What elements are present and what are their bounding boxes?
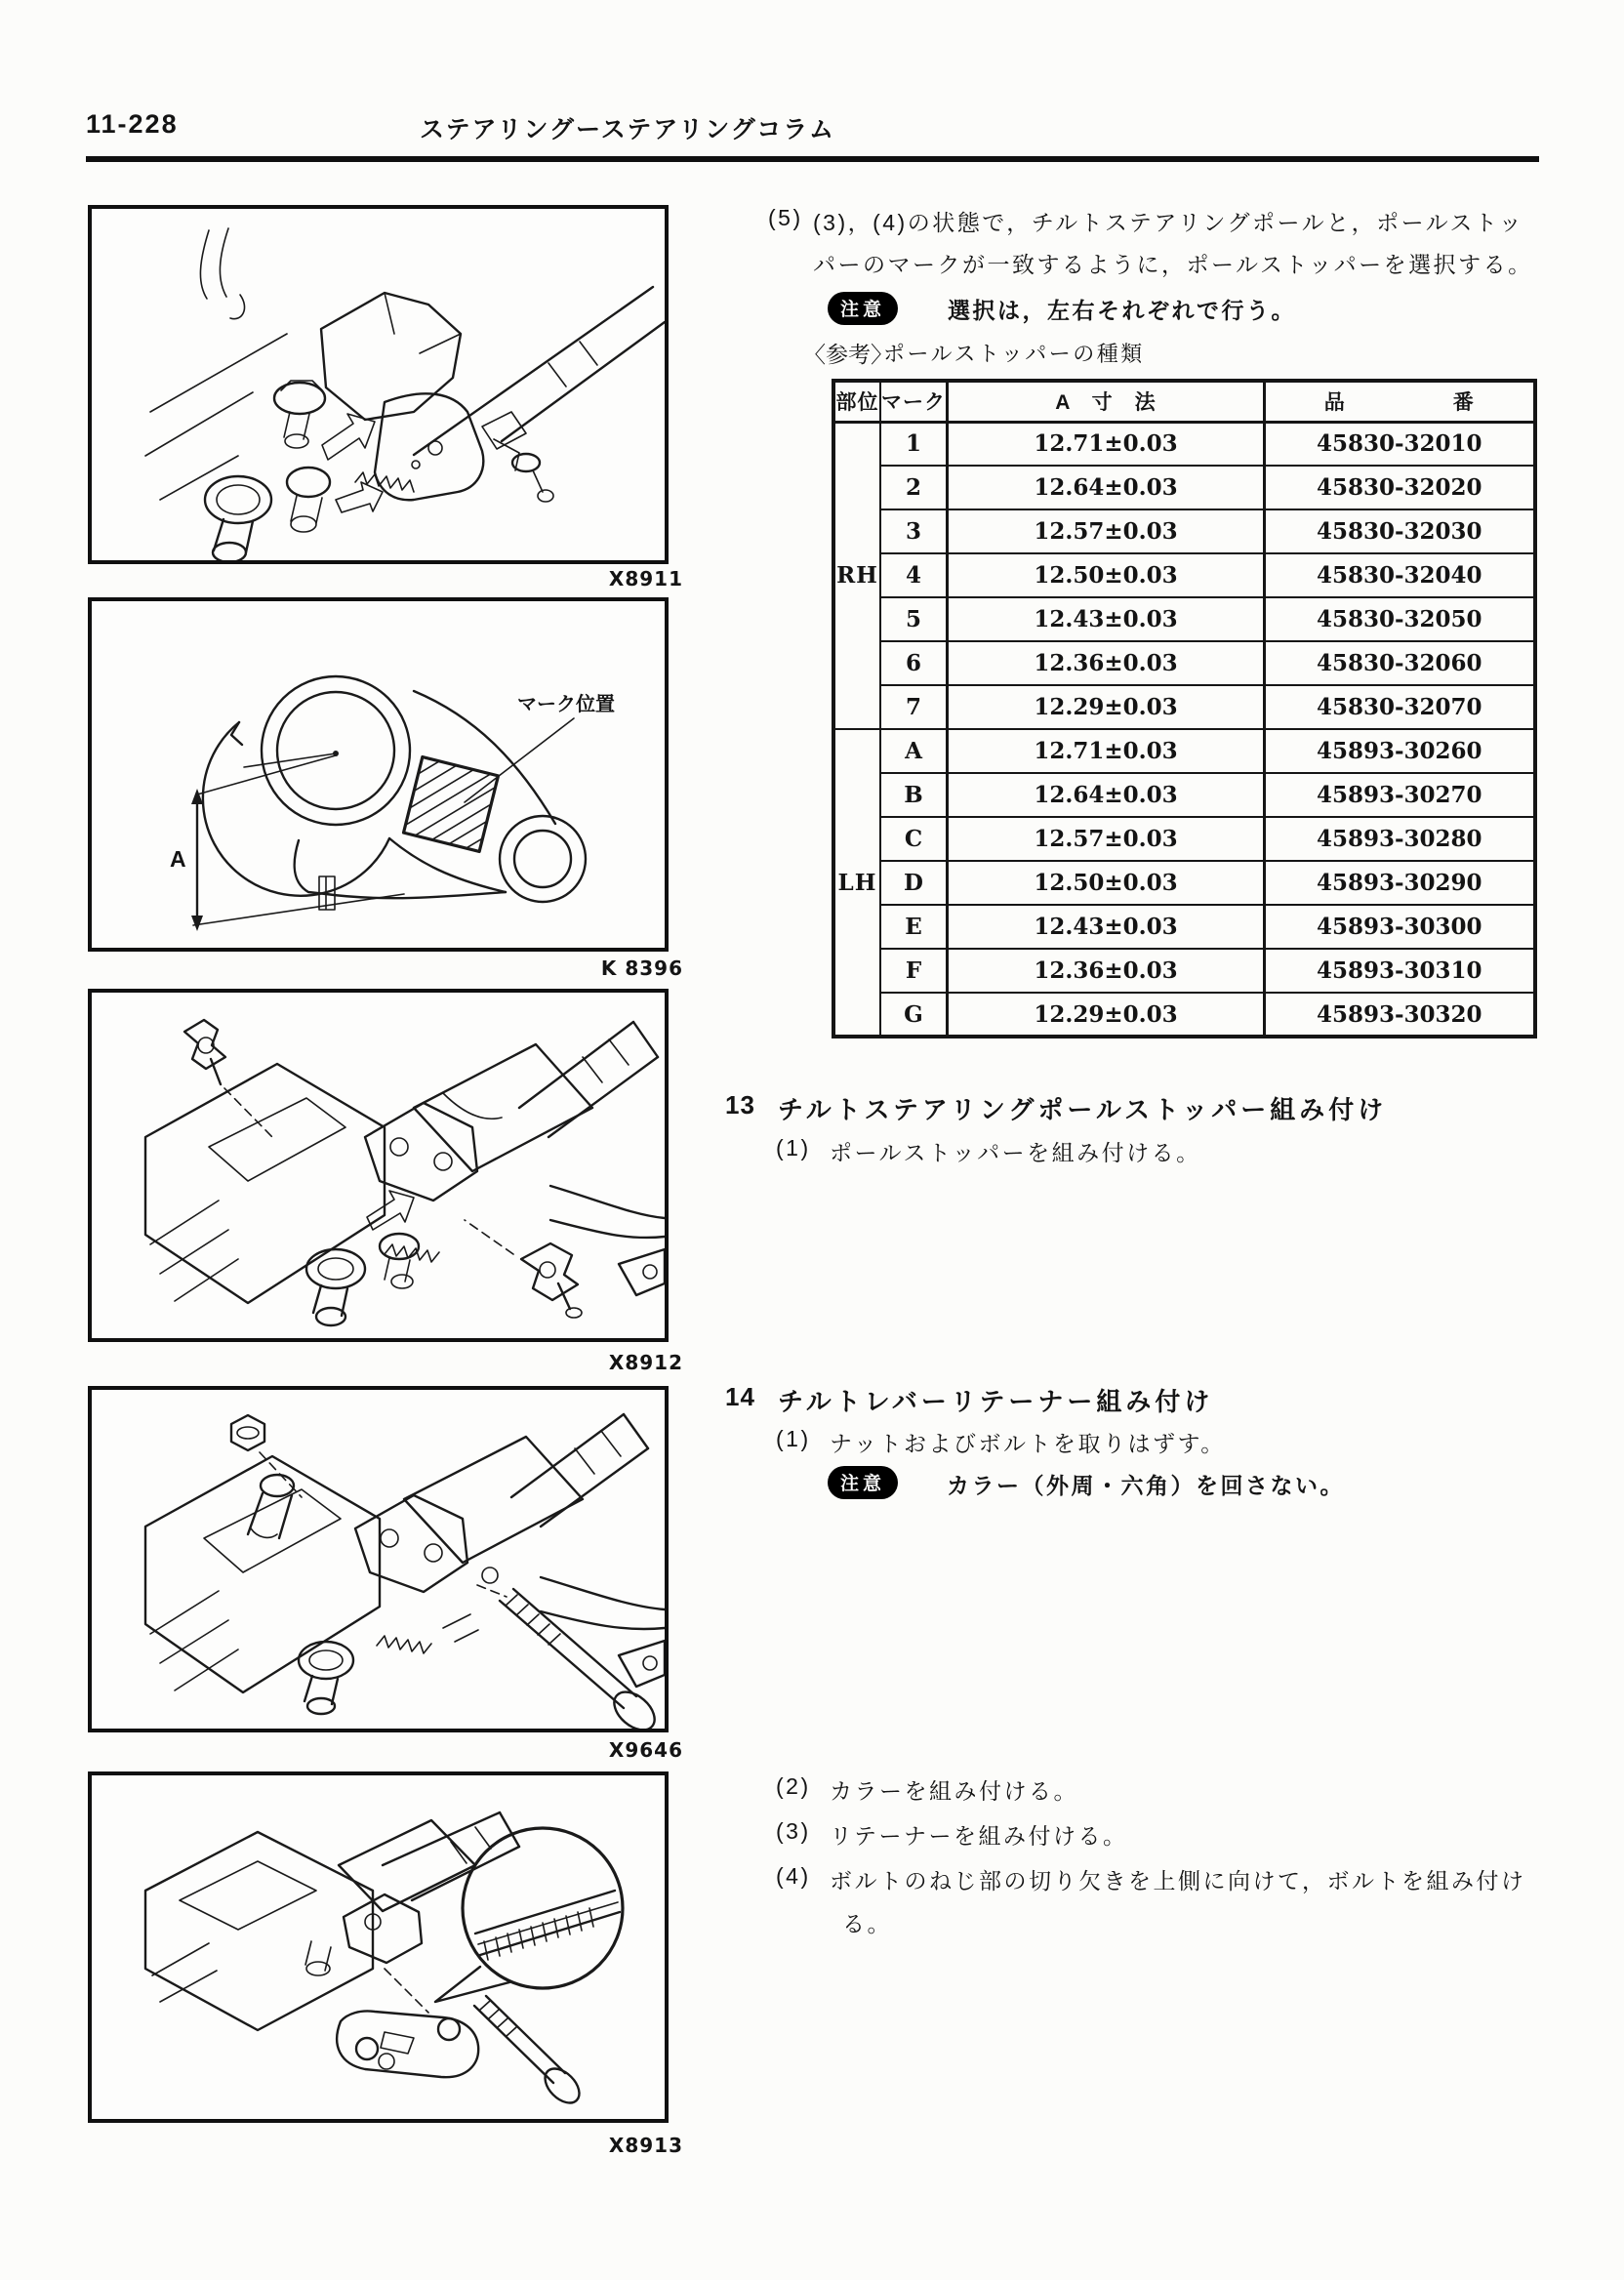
- caution-badge: 注意: [828, 1466, 898, 1499]
- section-14-title: チルトレバーリテーナー組み付け: [778, 1387, 1214, 1416]
- cell-mark: 6: [880, 641, 948, 685]
- table-row: [833, 685, 1535, 729]
- reference-label: 〈参考〉: [803, 342, 893, 367]
- table-row: [833, 466, 1535, 509]
- figure-lever-retainer-bolt: [88, 1386, 669, 1732]
- cell-dimension: 12.43±0.03: [948, 597, 1265, 641]
- cell-mark: 1: [880, 422, 948, 466]
- section-14-step-1-text: ナットおよびボルトを取りはずす。: [830, 1431, 1226, 1456]
- cell-mark: G: [880, 993, 948, 1037]
- caution-text: カラー（外周・六角）を回さない。: [947, 1473, 1345, 1498]
- section-14-step-4-number: (4): [776, 1863, 811, 1889]
- cell-mark: F: [880, 949, 948, 993]
- figure-1-code: X8911: [608, 567, 683, 590]
- section-14-step-2-text: カラーを組み付ける。: [830, 1778, 1078, 1804]
- table-row: [833, 509, 1535, 553]
- table-row: [833, 861, 1535, 905]
- figure-1-drawing: [92, 209, 665, 560]
- page-number: 11-228: [86, 109, 179, 139]
- figure-3-drawing: [92, 993, 665, 1338]
- cell-dimension: 12.57±0.03: [948, 817, 1265, 861]
- group-label-rh: RH: [833, 422, 880, 729]
- cell-mark: 7: [880, 685, 948, 729]
- cell-part-number: 45893-30300: [1265, 905, 1535, 949]
- table-row: [833, 641, 1535, 685]
- mark-position-label: マーク位置: [517, 694, 615, 715]
- table-row: [833, 553, 1535, 597]
- table-row: [833, 773, 1535, 817]
- cell-dimension: 12.29±0.03: [948, 685, 1265, 729]
- table-row: [833, 597, 1535, 641]
- figure-2-drawing: [92, 601, 665, 948]
- cell-mark: A: [880, 729, 948, 773]
- caution-badge: 注意: [828, 292, 898, 325]
- section-13-number: 13: [725, 1090, 755, 1120]
- cell-part-number: 45830-32070: [1265, 685, 1535, 729]
- cell-dimension: 12.64±0.03: [948, 466, 1265, 509]
- table-header-row: [833, 381, 1535, 422]
- cell-part-number: 45893-30280: [1265, 817, 1535, 861]
- reference-text: ポールストッパーの種類: [883, 342, 1145, 366]
- figure-5-drawing: [92, 1775, 665, 2119]
- cell-mark: 2: [880, 466, 948, 509]
- cell-part-number: 45893-30290: [1265, 861, 1535, 905]
- cell-dimension: 12.57±0.03: [948, 509, 1265, 553]
- table-row: [833, 729, 1535, 773]
- section-13-step-1-number: (1): [776, 1135, 811, 1160]
- figure-retainer-bolt-install: [88, 1771, 669, 2123]
- cell-part-number: 45830-32040: [1265, 553, 1535, 597]
- figure-tilt-steering-pawl: [88, 205, 669, 564]
- section-14-step-3-number: (3): [776, 1818, 811, 1844]
- figure-2-code: K 8396: [600, 957, 683, 980]
- cell-mark: 3: [880, 509, 948, 553]
- figure-3-code: X8912: [608, 1351, 683, 1374]
- table-row: [833, 993, 1535, 1037]
- intro-item-number: (5): [768, 205, 803, 230]
- mark-position-hatched-square: [404, 757, 499, 852]
- dimension-a-label: A: [170, 846, 186, 872]
- cell-part-number: 45830-32020: [1265, 466, 1535, 509]
- page-title: ステアリングーステアリングコラム: [420, 116, 836, 143]
- cell-mark: 4: [880, 553, 948, 597]
- cell-dimension: 12.71±0.03: [948, 729, 1265, 773]
- cell-dimension: 12.43±0.03: [948, 905, 1265, 949]
- caution-text: 選択は，左右それぞれで行う。: [948, 298, 1296, 323]
- section-14-step-1-number: (1): [776, 1426, 811, 1451]
- figure-4-code: X9646: [608, 1738, 683, 1762]
- cell-part-number: 45893-30310: [1265, 949, 1535, 993]
- header-part-number: 品 番: [1265, 381, 1535, 422]
- cell-dimension: 12.29±0.03: [948, 993, 1265, 1037]
- table-row: [833, 817, 1535, 861]
- cell-part-number: 45893-30270: [1265, 773, 1535, 817]
- cell-part-number: 45830-32050: [1265, 597, 1535, 641]
- section-13-title: チルトステアリングポールストッパー組み付け: [778, 1095, 1388, 1124]
- figure-4-drawing: [92, 1390, 665, 1729]
- figure-5-code: X8913: [608, 2134, 683, 2157]
- cell-mark: C: [880, 817, 948, 861]
- intro-line-1: (3)，(4)の状態で，チルトステアリングポールと，ポールストッ: [813, 210, 1524, 235]
- section-14-step-4-line-2: る。: [842, 1911, 892, 1936]
- table-row: [833, 905, 1535, 949]
- cell-part-number: 45893-30260: [1265, 729, 1535, 773]
- header-rule: [86, 156, 1539, 162]
- figure-pawl-stopper-dimension: [88, 597, 669, 952]
- intro-line-2: パーのマークが一致するように，ポールストッパーを選択する。: [813, 252, 1533, 277]
- cell-part-number: 45830-32060: [1265, 641, 1535, 685]
- cell-mark: 5: [880, 597, 948, 641]
- group-label-lh: LH: [833, 729, 880, 1037]
- section-14-step-2-number: (2): [776, 1773, 811, 1799]
- section-13-step-1-text: ポールストッパーを組み付ける。: [830, 1140, 1201, 1165]
- cell-dimension: 12.50±0.03: [948, 553, 1265, 597]
- header-mark: マーク: [880, 381, 948, 422]
- section-14-number: 14: [725, 1382, 755, 1411]
- cell-dimension: 12.50±0.03: [948, 861, 1265, 905]
- cell-part-number: 45830-32030: [1265, 509, 1535, 553]
- cell-part-number: 45830-32010: [1265, 422, 1535, 466]
- cell-mark: D: [880, 861, 948, 905]
- cell-mark: B: [880, 773, 948, 817]
- cell-mark: E: [880, 905, 948, 949]
- cell-dimension: 12.36±0.03: [948, 949, 1265, 993]
- section-14-step-4-line-1: ボルトのねじ部の切り欠きを上側に向けて，ボルトを組み付け: [830, 1868, 1526, 1893]
- table-row: [833, 949, 1535, 993]
- header-dimension: A 寸 法: [948, 381, 1265, 422]
- pawl-stopper-spec-table: [832, 379, 1537, 1038]
- table-row: [833, 422, 1535, 466]
- section-14-step-3-text: リテーナーを組み付ける。: [830, 1823, 1128, 1849]
- cell-dimension: 12.64±0.03: [948, 773, 1265, 817]
- figure-pawl-stopper-install: [88, 989, 669, 1342]
- cell-part-number: 45893-30320: [1265, 993, 1535, 1037]
- cell-dimension: 12.71±0.03: [948, 422, 1265, 466]
- header-location: 部位: [833, 381, 880, 422]
- cell-dimension: 12.36±0.03: [948, 641, 1265, 685]
